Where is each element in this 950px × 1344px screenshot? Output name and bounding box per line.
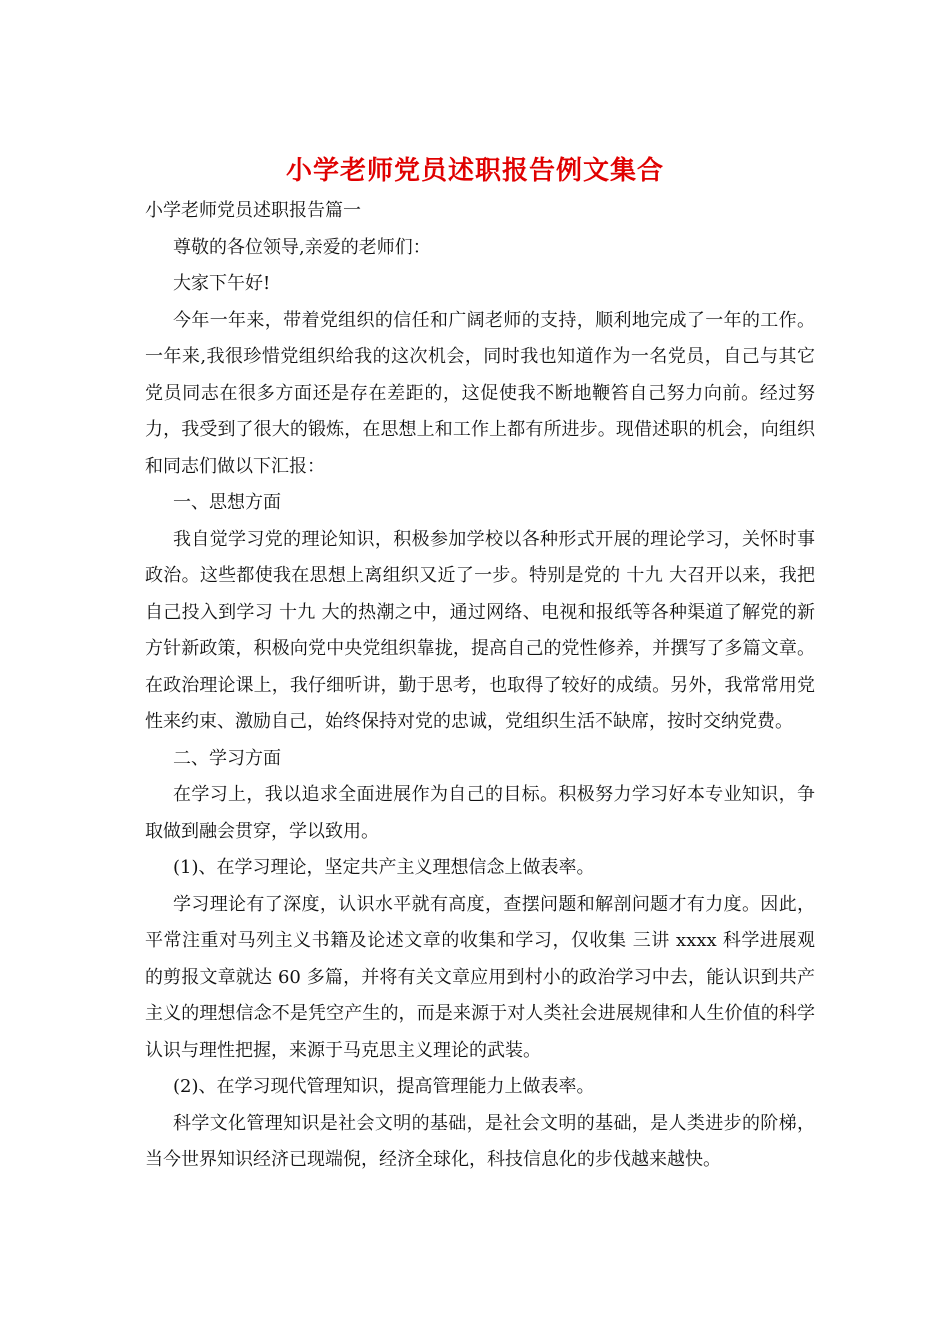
document-title: 小学老师党员述职报告例文集合	[285, 156, 664, 186]
section-heading: 一、思想方面	[173, 492, 281, 513]
paragraph: 在学习上，我以追求全面进展作为自己的目标。积极努力学习好本专业知识，争取做到融会贯穿，学以致用。	[145, 784, 815, 842]
paragraph: 尊敬的各位领导,亲爱的老师们：	[173, 236, 431, 258]
sub-heading: (2)、在学习现代管理知识，提高管理能力上做表率。	[173, 1076, 595, 1097]
section-heading: 二、学习方面	[173, 747, 281, 769]
paragraph: 科学文化管理知识是社会文明的基础，是社会文明的基础，是人类进步的阶梯，当今世界知识经济已现端倪，经济全球化，科技信息化的步伐越来越快。	[145, 1112, 815, 1170]
paragraph: 今年一年来，带着党组织的信任和广阔老师的支持，顺利地完成了一年的工作。一年来,我很珍惜党组织给我的这次机会，同时我也知道作为一名党员，自己与其它党员同志在很多方面还是存在差距的，这促使我不断地鞭笞自己努力向前。经过努力，我受到了很大的锻炼，在思想上和工作上都有所进步。现借述职的机会，向组织和同志们做以下汇报：	[145, 309, 815, 477]
paragraph: 学习理论有了深度，认识水平就有高度，查摆问题和解剖问题才有力度。因此，平常注重对马列主义书籍及论述文章的收集和学习，仅收集 三讲 xxxx 科学进展观 的剪报文章就达 60 多篇，并将有关文章应用到村小的政治学习中去，能认识到共产主义的理想信念不是凭空产生的，而是来源于对人类社会进展规律和人生价值的科学认识与理性把握，来源于马克思主义理论的武装。	[145, 893, 815, 1061]
sub-heading: (1)、在学习理论，坚定共产主义理想信念上做表率。	[173, 857, 595, 878]
paragraph: 我自觉学习党的理论知识，积极参加学校以各种形式开展的理论学习，关怀时事政治。这些都使我在思想上离组织又近了一步。特别是党的 十九 大召开以来，我把自己投入到学习 十九 大的热潮之中，通过网络、电视和报纸等各种渠道了解党的新方针新政策，积极向党中央党组织靠拢，提高自己的党性修养，并撰写了多篇文章。在政治理论课上，我仔细听讲，勤于思考，也取得了较好的成绩。另外，我常常用党性来约束、激励自己，始终保持对党的忠诚，党组织生活不缺席，按时交纳党费。	[145, 528, 815, 732]
paragraph: 大家下午好!	[173, 273, 271, 294]
document-body	[145, 193, 815, 1179]
paragraph: 小学老师党员述职报告篇一	[145, 200, 361, 221]
